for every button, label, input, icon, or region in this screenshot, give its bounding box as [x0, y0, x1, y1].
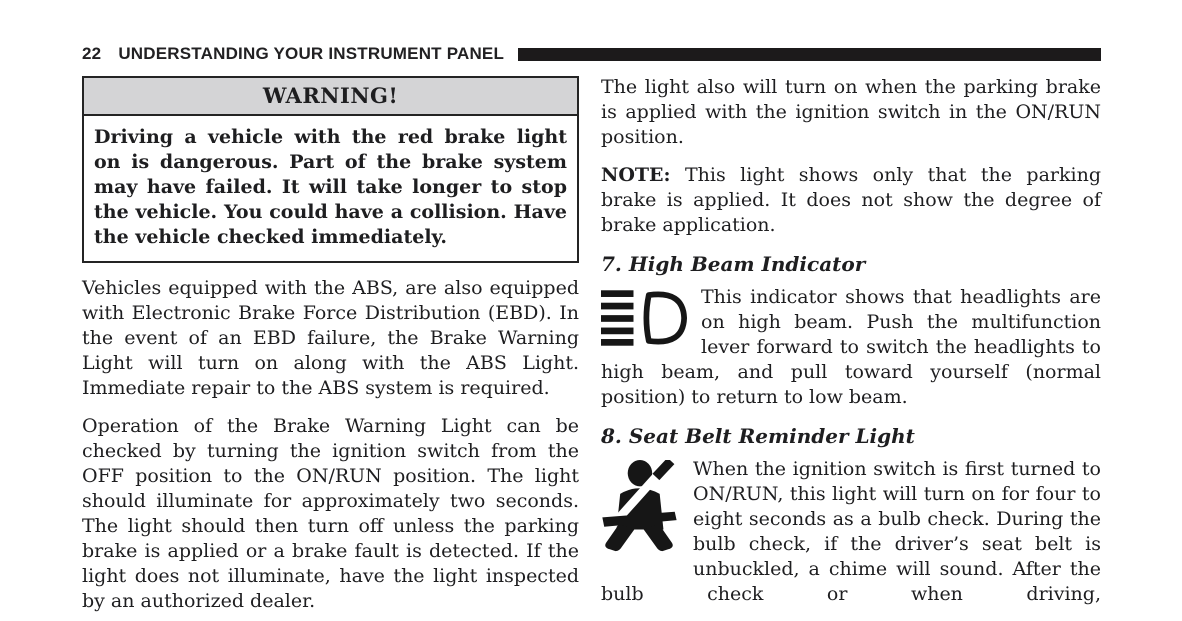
note-text: This light shows only that the parking brake is applied. It does not show the degree of brake application. [601, 164, 1101, 236]
right-column [601, 70, 1101, 620]
page-number: 22 [82, 44, 102, 63]
note-paragraph [601, 163, 1101, 238]
seat-belt-icon [601, 460, 677, 561]
left-column [82, 76, 579, 621]
header-rule-bar [518, 48, 1101, 61]
high-beam-text: This indicator shows that headlights are on high beam. Push the multifunction lever forward to switch the headlights to high beam, and pull toward yourself (normal position) to return to low beam. [601, 286, 1101, 408]
section-heading-high-beam: 7. High Beam Indicator [601, 252, 866, 276]
seat-belt-paragraph [601, 457, 1101, 607]
warning-title: WARNING! [84, 78, 577, 116]
warning-body-text: Driving a vehicle with the red brake light on is dangerous. Part of the brake system may have failed. It will take longer to stop the vehicle. You could have a collision. Have the vehicle checked immediately. [94, 126, 567, 248]
warning-box [82, 76, 579, 263]
abs-ebd-paragraph: Vehicles equipped with the ABS, are also equipped with Electronic Brake Force Distribution (EBD). In the event of an EBD failure, the Brake Warning Light will turn on along with the ABS Light. Immediate repair to the ABS system is required. [82, 277, 579, 399]
page-header [82, 44, 1101, 64]
high-beam-icon [601, 289, 687, 354]
seat-belt-text: When the ignition switch is first turned to ON/RUN, this light will turn on for four to eight seconds as a bulb check. During the bulb check, if the driver’s seat belt is unbuckled, a chime will sound. After the bulb check or when driving, [601, 458, 1101, 605]
parking-brake-paragraph: The light also will turn on when the parking brake is applied with the ignition switch in the ON/RUN position. [601, 76, 1101, 148]
page-header-title: UNDERSTANDING YOUR INSTRUMENT PANEL [118, 44, 505, 63]
note-label: NOTE: [601, 164, 671, 186]
brake-warning-check-paragraph: Operation of the Brake Warning Light can be checked by turning the ignition switch from the OFF position to the ON/RUN position. The light should illuminate for approximately two seconds. The light should then turn off unless the parking brake is applied or a brake fault is detected. If the light does not illuminate, have the light inspected by an authorized dealer. [82, 415, 579, 612]
high-beam-paragraph [601, 285, 1101, 410]
section-heading-seat-belt: 8. Seat Belt Reminder Light [601, 424, 915, 448]
